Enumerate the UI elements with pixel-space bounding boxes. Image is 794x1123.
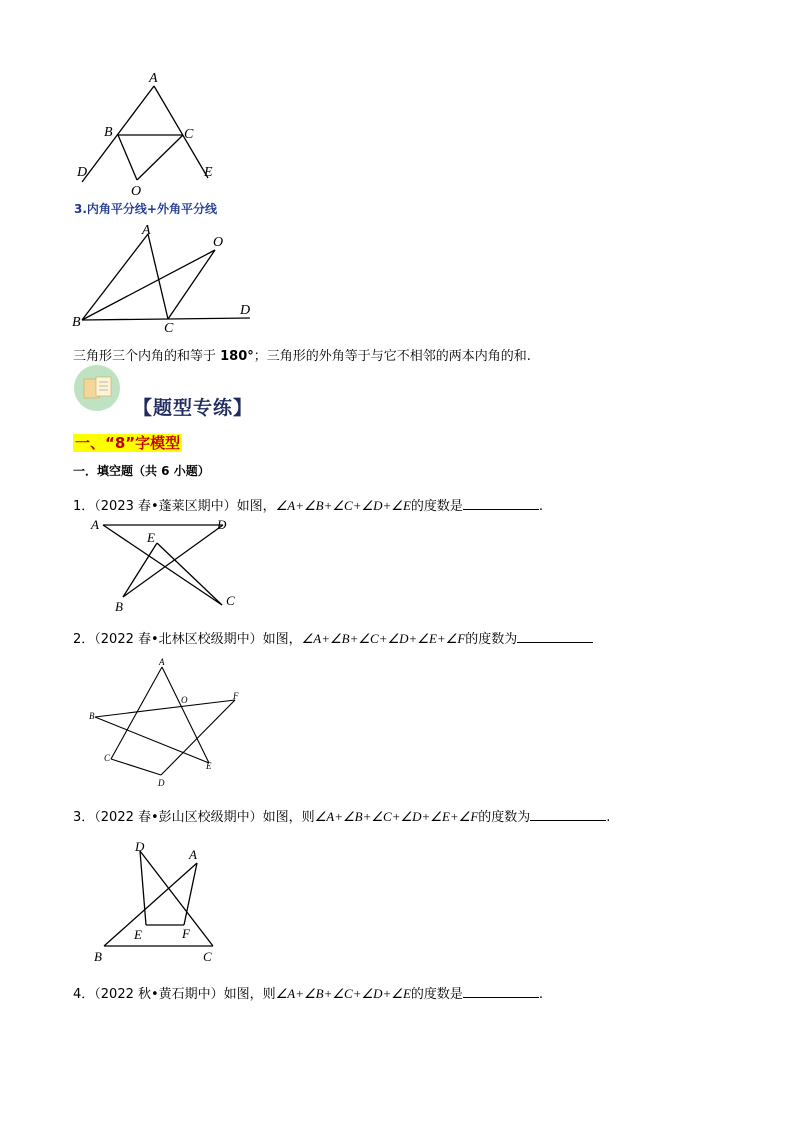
question-1: 1．（2023 春•蓬莱区期中）如图，∠A+∠B+∠C+∠D+∠E的度数是 . [73,498,544,514]
figure-bisector [70,222,260,334]
label-C: C [184,127,194,142]
label-B: B [72,315,81,330]
label-C: C [104,753,111,763]
label-A: A [189,847,197,862]
label-F: F [233,691,239,701]
answer-blank[interactable] [463,497,539,510]
label-D: D [240,303,251,318]
answer-blank[interactable] [530,808,606,821]
question-4: 4．（2022 秋•黄石期中）如图，则∠A+∠B+∠C+∠D+∠E的度数是 . [73,986,544,1002]
section-title: 【题型专练】 [133,397,254,419]
question-3: 3．（2022 春•彭山区校级期中）如图，则∠A+∠B+∠C+∠D+∠E+∠F的度数为 . [73,809,611,825]
label-C: C [164,321,174,334]
label-E: E [204,165,213,180]
heading-bisectors: 3.内角平分线+外角平分线 [74,202,217,216]
label-D: D [158,778,165,788]
model-title: 一、“8”字模型 [75,434,181,452]
label-E: E [134,927,142,942]
label-O: O [131,184,142,199]
label-A: A [159,657,165,667]
notebook-icon [74,365,120,411]
label-D: D [217,517,227,532]
label-E: E [206,761,212,771]
label-C: C [226,593,235,608]
label-A: A [149,71,158,86]
label-B: B [104,125,113,140]
figure-top-triangle [70,68,230,200]
label-O: O [181,695,188,705]
figure-q2 [85,655,250,790]
figure-q3 [88,835,228,970]
label-O: O [213,235,224,250]
label-E: E [147,530,155,545]
label-A: A [142,223,151,238]
label-C: C [203,949,212,964]
label-B: B [89,711,95,721]
label-D: D [77,165,88,180]
label-D: D [135,839,145,854]
label-A: A [91,517,99,532]
label-F: F [182,926,190,941]
fill-blank-subtitle: 一．填空题（共 6 小题） [73,464,210,478]
label-B: B [94,949,102,964]
answer-blank[interactable] [463,985,539,998]
answer-blank[interactable] [517,630,593,643]
theorem-note: 三角形三个内角的和等于 180°；三角形的外角等于与它不相邻的两本内角的和. [73,349,531,364]
question-2: 2．（2022 春•北林区校级期中）如图，∠A+∠B+∠C+∠D+∠E+∠F的度数为 [73,628,593,647]
figure-q1 [85,515,245,615]
label-B: B [115,599,123,614]
